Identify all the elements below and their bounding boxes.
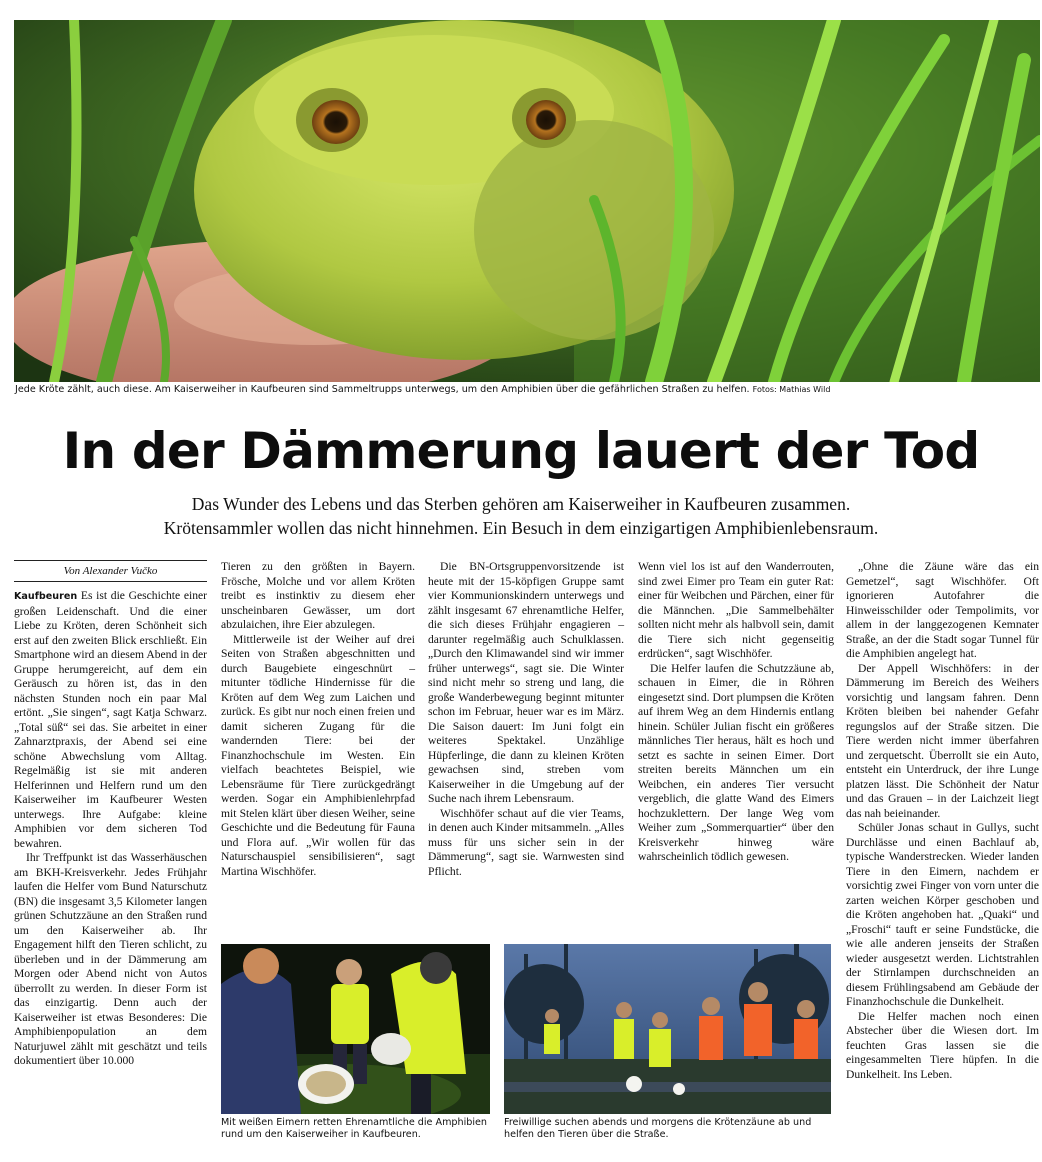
photo-fence-volunteers xyxy=(504,944,831,1114)
paragraph: Schüler Jonas schaut in Gullys, sucht Durchlässe und einen Bachlauf ab, typische Wanderstrecken. Wieder landen Tiere in den Eimern, nachdem er vorsichtig zwei Finger von vorn unter die zarten weichen Körper geschoben und die Kröten angehoben hat. „Quaki“ und „Froschi“ tauft er seine Fundstücke, die wie alle anderen jenseits der Straßen wieder ausgesetzt werden. Lichtstrahlen der Stirnlampen durchschneiden an diesem Frühlingsabend am Gebäude der Finanzhochschule die Dunkelheit. xyxy=(846,821,1039,1008)
paragraph: „Ohne die Zäune wäre das ein Gemetzel“, sagt Wischhöfer. Oft ignorieren Autofahrer die Hinweisschilder oder Tempolimits, vor allem in der langgezogenen Kemnater Straße, an der die Stadt sogar Tunnel für die Amphibien angelegt hat. xyxy=(846,560,1039,660)
bucket-photo-graphic xyxy=(221,944,490,1114)
paragraph: Mittlerweile ist der Weiher auf drei Seiten von Straßen abgeschnitten und durch Baugebiete eingeschnürt – mitunter tödliche Hindernisse für die Kröten auf dem Weg zum Laichen und zurück. Es gibt nur noch einen freien und damit sicheren Zugang für die wandernden Tiere: bei der Finanzhochschule im Westen. Ein vielfach beachtetes Beispiel, wie Lebensräume für Tiere zurückgedrängt werden. Sogar ein Amphibienlehrpfad mit Stelen klärt über diesen Weiher, seine Geschichte und die Bedeutung für Fauna und Flora auf. „Wir wollen für das Naturschauspiel sensibilisieren“, sagt Martina Wischhöfer. xyxy=(221,632,415,878)
hero-photo-toad xyxy=(14,20,1040,382)
toad-photo-graphic xyxy=(14,20,1040,382)
article-column-3 xyxy=(428,560,624,879)
photo-bucket-helpers xyxy=(221,944,490,1114)
paragraph-text: Es ist die Geschichte einer großen Leidenschaft. Und die einer Liebe zu Kröten, deren Schönheit sich erst auf den zweiten Blick erschließt. Ein Smartphone wird an diesem Abend in der Gruppe herumgereicht, auf dem ein Geräusch zu hören ist, das in den nächsten Stunden noch ein paar Mal ertönt. „Sie singen“, sagt Katja Schwarz. „Total süß“ sei das. Sie arbeitet in einer Zahnarztpraxis, der Abend sei eine schöne Abwechslung vom Alltag. Regelmäßig ist sie mit anderen Helferinnen und Helfern rund um den Kaiserweiher im Kaufbeurer Westen unterwegs. Ihre Aufgabe: kleine Amphibien vor dem sicheren Tod bewahren. xyxy=(14,589,207,850)
paragraph: Wenn viel los ist auf den Wanderrouten, sind zwei Eimer pro Team ein guter Rat: einer für Weibchen und Pärchen, einer für die Männchen. „Die Sammelbehälter sollten nicht mehr als halbvoll sein, damit die Tiere sich nicht gegenseitig erdrücken“, sagt Wischhöfer. xyxy=(638,560,834,660)
bucket-photo-caption: Mit weißen Eimern retten Ehrenamtliche die Amphibien rund um den Kaiserweiher in Kaufbeuren. xyxy=(221,1117,487,1140)
headline: In der Dämmerung lauert der Tod xyxy=(62,422,980,480)
fence-photo-graphic xyxy=(504,944,831,1114)
article-column-2 xyxy=(221,560,415,879)
hero-caption-text: Jede Kröte zählt, auch diese. Am Kaiserweiher in Kaufbeuren sind Sammeltrupps unterwegs, um den Amphibien über die gefährlichen Straßen zu helfen. xyxy=(15,384,750,395)
paragraph: Ihr Treffpunkt ist das Wasserhäuschen am BKH-Kreisverkehr. Jedes Frühjahr laufen die Helfer vom Bund Naturschutz (BN) die insgesamt 3,5 Kilometer langen grünen Schutzzäune an den Straßen rund um den Kaiserweiher ab. Ihr Engagement hilft den Tieren schlicht, zu überleben und in der Dämmerung am Morgen oder Abend nicht von Autos überrollt zu werden. In dieser Form ist das einzigartig. Denn auch der Kaiserweiher ist etwas Besonderes: Die Amphibienpopulation an dem Naturjuwel zählt mit geschätzt und teils dokumentiert über 10.000 xyxy=(14,851,207,1067)
article-column-1 xyxy=(14,560,207,1069)
paragraph: Die BN-Ortsgruppenvorsitzende ist heute mit der 15-köpfigen Gruppe samt vier Kommunionskindern unterwegs und zählt insgesamt 67 ehrenamtliche Helfer, die sich dieses Frühjahr engagieren – darunter regelmäßig auch Schulklassen. „Durch den Klimawandel sind wir immer früher unterwegs“, sagt sie. Die Winter sind nicht mehr so streng und lang, die große Wanderbewegung beginnt mitunter schon im Februar, heuer war es im März. Die Saison dauert: Im Juni folgt ein weiteres Spektakel. Unzählige Hüpferlinge, die dann zu kleinen Kröten gewachsen sind, streben vom Kaiserweiher in die Umgebung auf der Suche nach ihrem Lebensraum. xyxy=(428,560,624,805)
dateline: Kaufbeuren xyxy=(14,591,78,602)
paragraph: Tieren zu den größten in Bayern. Frösche, Molche und vor allem Kröten treibt es instinktiv zu diesem eher unscheinbaren Gewässer, um dort abzulaichen, ihre Eier abzulegen. xyxy=(221,560,415,631)
paragraph xyxy=(14,589,207,851)
article-column-5 xyxy=(846,560,1039,1082)
photo-credit: Fotos: Mathias Wild xyxy=(752,385,831,394)
fence-photo-caption: Freiwillige suchen abends und morgens die Krötenzäune ab und helfen den Tieren über die Straße. xyxy=(504,1117,812,1140)
subhead xyxy=(40,492,1002,540)
byline: Von Alexander Vučko xyxy=(14,560,207,582)
article-column-4 xyxy=(638,560,834,865)
paragraph: Die Helfer machen noch einen Abstecher über die Wiesen dort. Im feuchten Gras lassen sie die eingesammelten Tiere hüpfen. In die Dunkelheit. Ins Leben. xyxy=(846,1009,1039,1081)
subhead-line-2: Krötensammler wollen das nicht hinnehmen. Ein Besuch in dem einzigartigen Amphibienlebensraum. xyxy=(163,518,879,538)
subhead-line-1: Das Wunder des Lebens und das Sterben gehören am Kaiserweiher in Kaufbeuren zusammen. xyxy=(191,494,851,514)
hero-caption xyxy=(15,384,1039,396)
paragraph: Der Appell Wischhöfers: in der Dämmerung im Bereich des Weihers vorsichtig und langsam fahren. Denn Kröten bleiben bei nahender Gefahr regungslos auf der Straße sitzen. Die Tiere werden nicht immer überfahren und zerquetscht. Überrollt sie ein Auto, entsteht ein Unterdruck, der ihre Lunge platzen lässt. Die Schönheit der Natur und das Grauen – in der Laichzeit liegt das nah beieinander. xyxy=(846,661,1039,820)
paragraph: Die Helfer laufen die Schutzzäune ab, schauen in Eimer, die in Röhren eingesetzt sind. Dort plumpsen die Kröten auf ihrem Weg an dem Hindernis entlang hinein. Schüler Julian fischt ein größeres männliches Tier heraus, hält es hoch und setzt es sachte in seinen Eimer. Dort streiten bereits Männchen um ein Weibchen, ein anderes Tier versucht vergeblich, die glatte Wand des Eimers hochzuklettern. Der lange Weg vom Weiher zum „Sommerquartier“ über den Kreisverkehr hinweg wäre wahrscheinlich tödlich gewesen. xyxy=(638,661,834,863)
paragraph: Wischhöfer schaut auf die vier Teams, in denen auch Kinder mitsammeln. „Alles muss für uns sicher sein in der Dämmerung“, sagt sie. Warnwesten sind Pflicht. xyxy=(428,806,624,878)
